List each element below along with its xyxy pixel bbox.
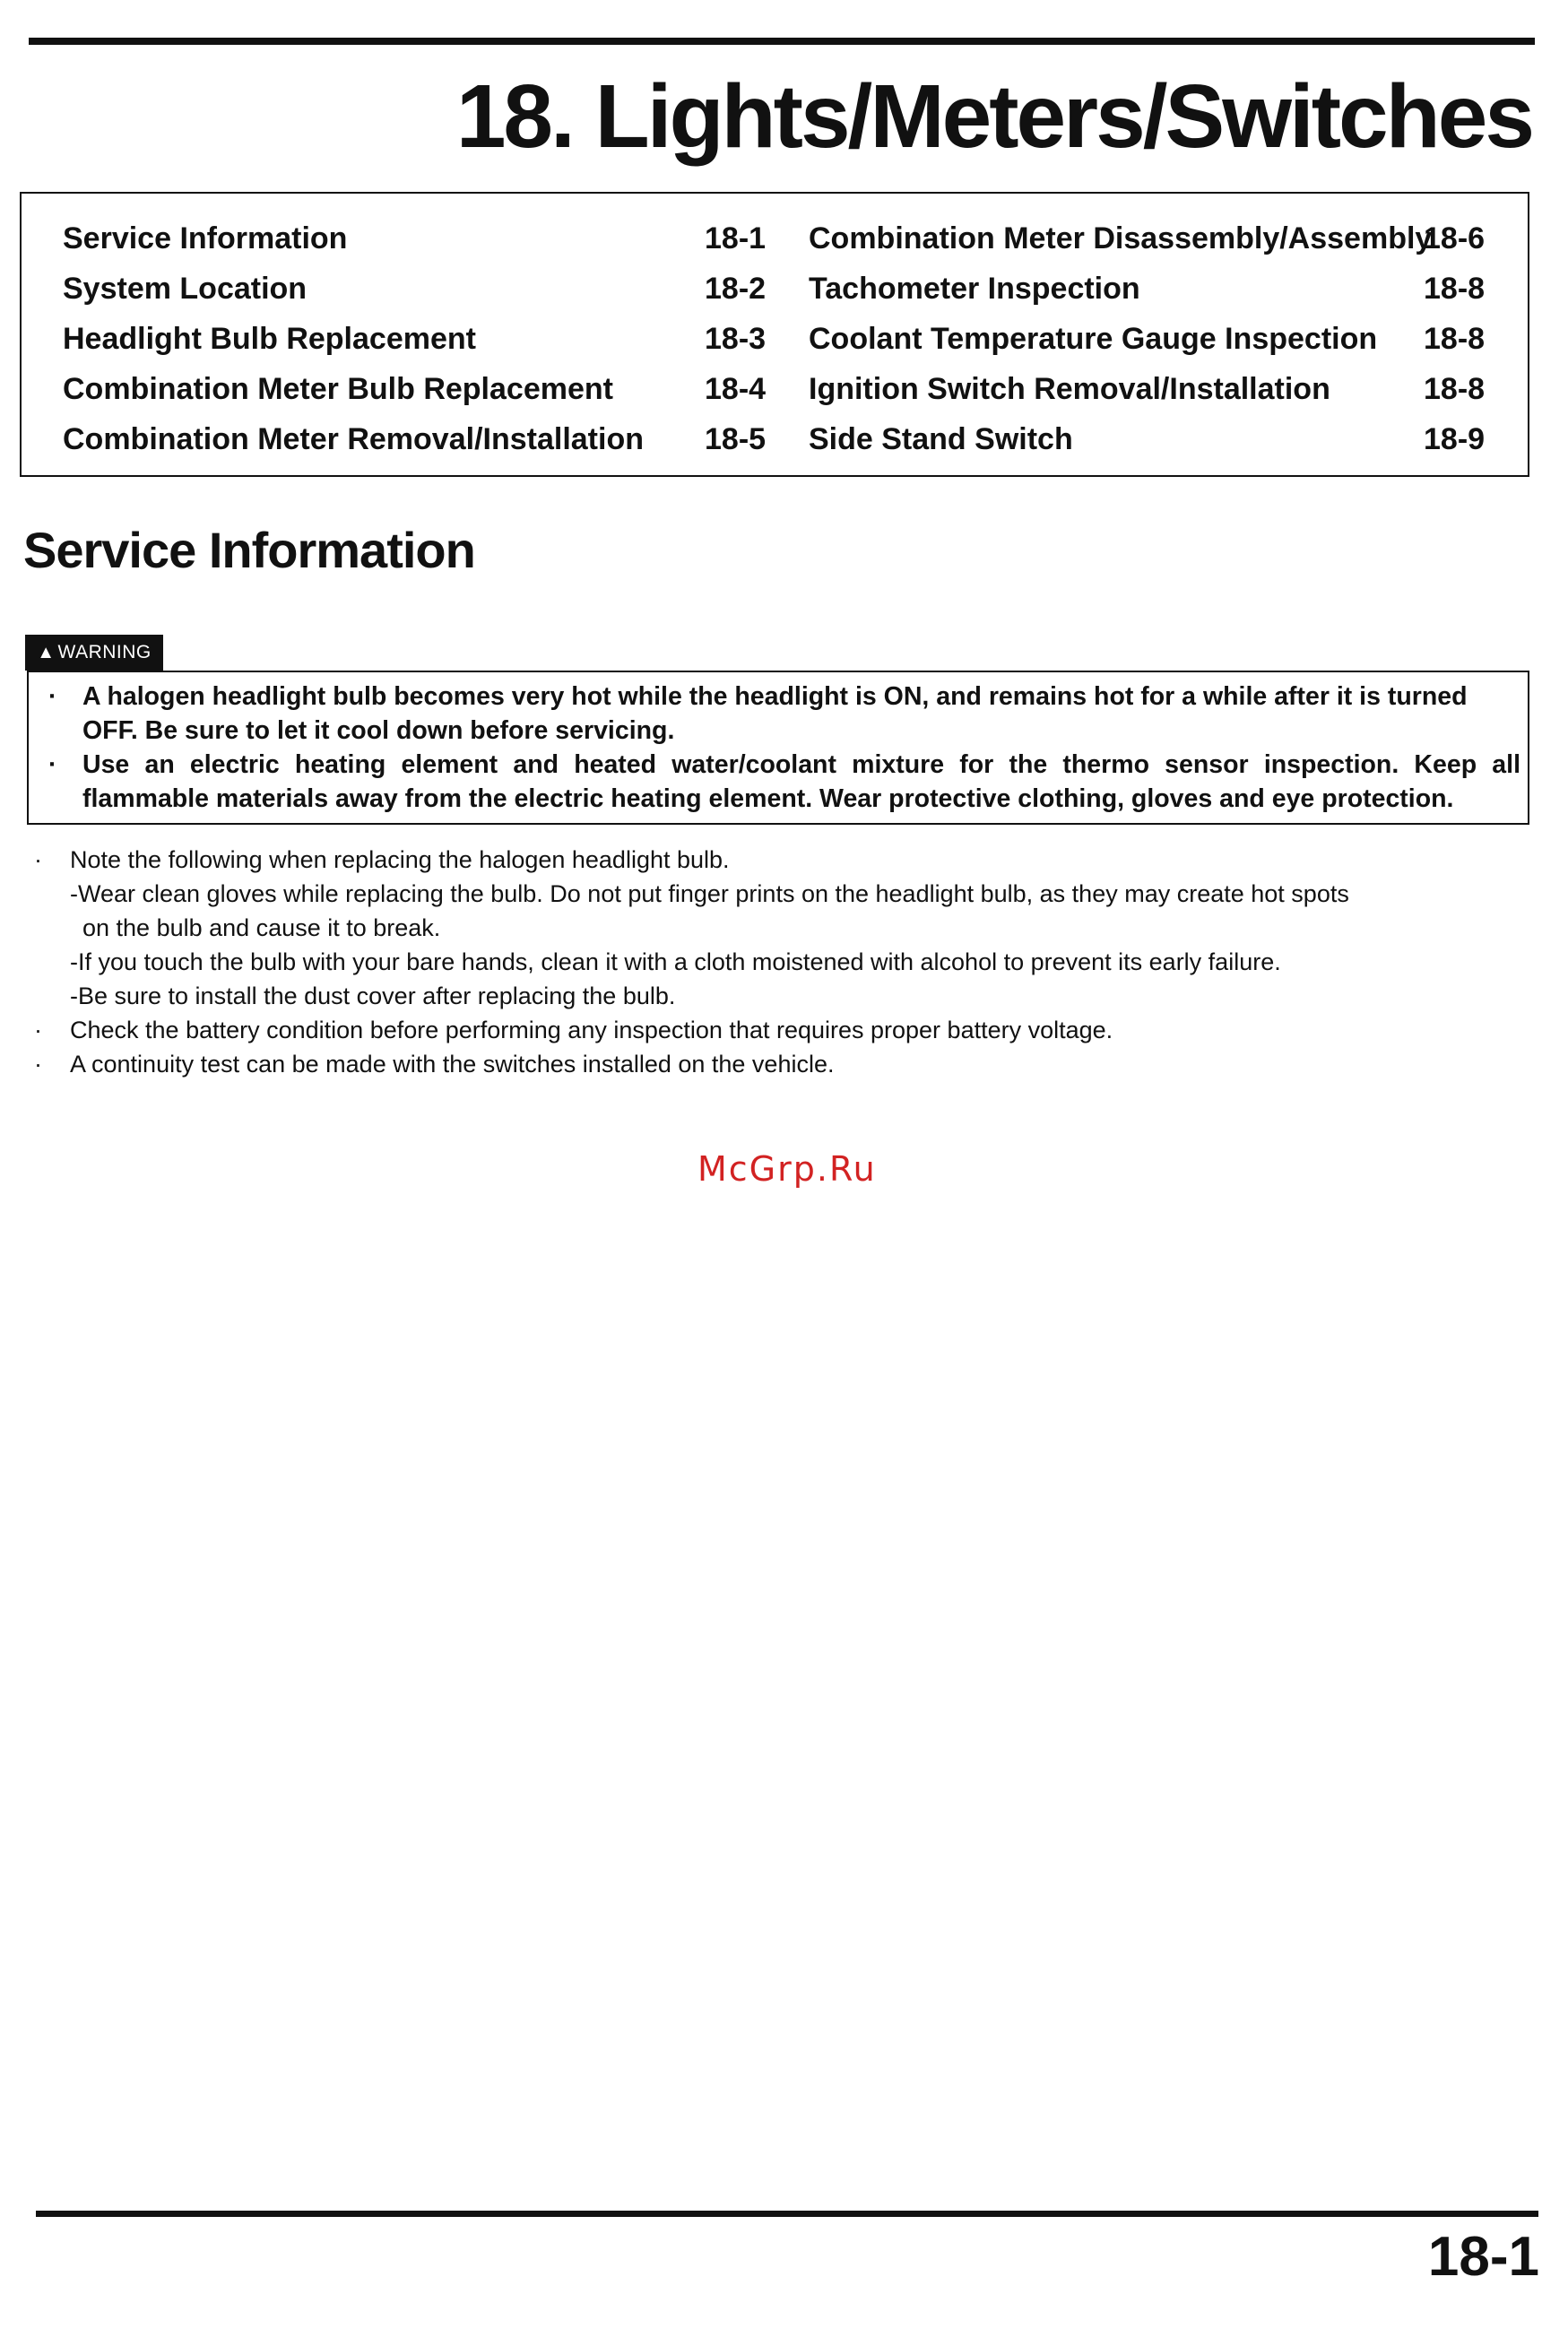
- toc-entry[interactable]: [63, 314, 780, 364]
- toc-entry-label: System Location: [63, 272, 308, 306]
- warning-item: [29, 748, 1520, 816]
- warning-triangle-icon: ▲: [37, 643, 56, 662]
- toc-entry-label: Coolant Temperature Gauge Inspection: [809, 322, 1378, 356]
- toc-entry[interactable]: [63, 414, 780, 464]
- toc-entry-label: Combination Meter Bulb Replacement: [63, 372, 613, 406]
- toc-entry[interactable]: [809, 264, 1517, 314]
- warning-label: WARNING: [57, 642, 152, 662]
- toc-entry[interactable]: [63, 264, 780, 314]
- page-number: 18-1: [1427, 2226, 1539, 2288]
- toc-entry-page: 18-2: [705, 272, 767, 306]
- service-notes: [34, 843, 1540, 1081]
- toc-entry-page: 18-6: [1424, 221, 1486, 255]
- note-text: -Wear clean gloves while replacing the bulb. Do not put finger prints on the headlight bulb, as they may create hot spots: [70, 880, 1349, 907]
- toc-left-column: [63, 213, 780, 464]
- note-subitem: [34, 979, 1540, 1013]
- watermark: McGrp.Ru: [697, 1149, 877, 1189]
- table-of-contents: [20, 192, 1529, 477]
- toc-entry-page: 18-8: [1424, 372, 1486, 406]
- toc-entry-label: Service Information: [63, 221, 348, 255]
- bullet-icon: ·: [34, 1051, 42, 1078]
- note-text: Note the following when replacing the halogen headlight bulb.: [70, 846, 730, 873]
- toc-entry-page: 18-4: [705, 372, 767, 406]
- toc-entry-page: 18-1: [705, 221, 767, 255]
- toc-entry[interactable]: [63, 213, 780, 264]
- toc-entry-page: 18-9: [1424, 422, 1486, 456]
- note-text: -Be sure to install the dust cover after replacing the bulb.: [70, 983, 676, 1009]
- toc-entry-label: Combination Meter Removal/Installation: [63, 422, 644, 456]
- warning-item-text: A halogen headlight bulb becomes very hot while the headlight is ON, and remains hot for a while after it is turned OFF. Be sure to let it cool down before servicing.: [82, 682, 1468, 745]
- toc-entry-page: 18-8: [1424, 322, 1486, 356]
- bullet-icon: ·: [48, 750, 57, 779]
- toc-right-column: [809, 213, 1517, 464]
- toc-entry-label: Combination Meter Disassembly/Assembly: [809, 221, 1433, 255]
- note-text: Check the battery condition before performing any inspection that requires proper battery voltage.: [70, 1017, 1113, 1043]
- chapter-title: 18. Lights/Meters/Switches: [455, 66, 1532, 167]
- note-subitem: [34, 877, 1540, 945]
- warning-item: [29, 680, 1520, 748]
- note-subitem: [34, 945, 1540, 979]
- toc-entry[interactable]: [809, 314, 1517, 364]
- toc-entry-label: Side Stand Switch: [809, 422, 1073, 456]
- bullet-icon: ·: [48, 682, 57, 711]
- toc-entry-label: Tachometer Inspection: [809, 272, 1140, 306]
- note-item: [34, 1047, 1540, 1081]
- warning-box: [27, 671, 1529, 825]
- bottom-rule: [36, 2211, 1538, 2217]
- warning-item-text: Use an electric heating element and heated water/coolant mixture for the thermo sensor inspection. Keep all flammable materials away from the electric heating element. Wear protective clothing, gloves and eye protection.: [82, 750, 1520, 813]
- toc-entry-page: 18-5: [705, 422, 767, 456]
- toc-entry[interactable]: [809, 414, 1517, 464]
- toc-entry-page: 18-3: [705, 322, 767, 356]
- bullet-icon: ·: [34, 1017, 42, 1043]
- toc-entry-label: Headlight Bulb Replacement: [63, 322, 476, 356]
- toc-entry[interactable]: [809, 213, 1517, 264]
- toc-entry-label: Ignition Switch Removal/Installation: [809, 372, 1330, 406]
- note-item: [34, 1013, 1540, 1047]
- toc-entry-page: 18-8: [1424, 272, 1486, 306]
- toc-entry[interactable]: [809, 364, 1517, 414]
- top-rule: [29, 38, 1535, 45]
- warning-badge: [25, 635, 163, 671]
- toc-entry[interactable]: [63, 364, 780, 414]
- bullet-icon: ·: [34, 846, 42, 873]
- note-text-continued: on the bulb and cause it to break.: [82, 914, 441, 941]
- section-heading: Service Information: [23, 522, 475, 578]
- note-item: [34, 843, 1540, 877]
- note-text: A continuity test can be made with the switches installed on the vehicle.: [70, 1051, 835, 1078]
- note-text: -If you touch the bulb with your bare hands, clean it with a cloth moistened with alcohol to prevent its early failure.: [70, 948, 1281, 975]
